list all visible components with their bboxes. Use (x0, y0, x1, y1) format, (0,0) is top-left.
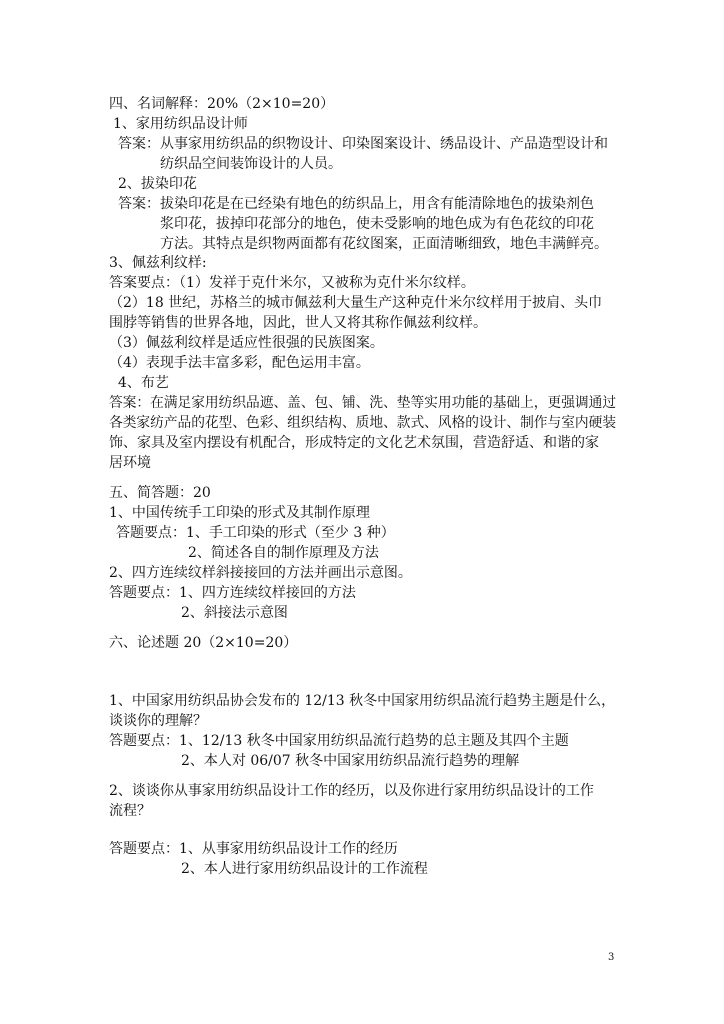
term-4-title: 4、布艺 (118, 375, 169, 391)
essay-1-point: 2、本人对 06/07 秋冬中国家用纺织品流行趋势的理解 (181, 753, 520, 769)
short-answer-1-point: 2、简述各自的制作原理及方法 (188, 545, 379, 561)
term-1-answer-line: 纺织品空间装饰设计的人员。 (160, 156, 342, 172)
section-6-heading: 六、论述题 20（2×10=20） (109, 635, 298, 651)
essay-2-title-line: 2、谈谈你从事家用纺织品设计工作的经历，以及你进行家用纺织品设计的工作 (109, 783, 594, 799)
short-answer-2-point: 答题要点：1、四方连续纹样接回的方法 (109, 585, 356, 601)
term-4-answer-line: 饰、家具及室内摆设有机配合，形成特定的文化艺术氛围，营造舒适、和谐的家 (109, 435, 599, 451)
term-3-answer-line: 围脖等销售的世界各地，因此，世人又将其称作佩兹利纹样。 (109, 315, 487, 331)
term-3-answer-line: （3）佩兹利纹样是适应性很强的民族图案。 (109, 335, 384, 351)
essay-1-point: 答题要点：1、12/13 秋冬中国家用纺织品流行趋势的总主题及其四个主题 (109, 733, 569, 749)
term-3-answer-line: （4）表现手法丰富多彩，配色运用丰富。 (109, 355, 370, 371)
essay-2-point: 答题要点：1、从事家用纺织品设计工作的经历 (109, 841, 398, 857)
page-number: 3 (608, 952, 615, 963)
term-1-answer-line: 答案：从事家用纺织品的织物设计、印染图案设计、绣品设计、产品造型设计和 (118, 136, 608, 152)
term-4-answer-line: 居环境 (109, 455, 151, 471)
term-3-answer-line: （2）18 世纪，苏格兰的城市佩兹利大量生产这种克什米尔纹样用于披肩、头巾 (109, 295, 603, 311)
short-answer-1-point: 答题要点：1、手工印染的形式（至少 3 种） (116, 525, 395, 541)
short-answer-2-point: 2、斜接法示意图 (181, 605, 288, 621)
essay-1-title-line: 1、中国家用纺织品协会发布的 12/13 秋冬中国家用纺织品流行趋势主题是什么， (109, 693, 616, 709)
short-answer-1-title: 1、中国传统手工印染的形式及其制作原理 (109, 505, 370, 521)
essay-1-title-line: 谈谈你的理解？ (109, 713, 207, 729)
term-2-title: 2、拔染印花 (118, 176, 197, 192)
term-2-answer-line: 答案：拔染印花是在已经染有地色的纺织品上，用含有能清除地色的拔染剂色 (118, 196, 594, 212)
term-2-answer-line: 方法。其特点是织物两面都有花纹图案，正面清晰细致，地色丰满鲜亮。 (160, 236, 608, 252)
short-answer-2-title: 2、四方连续纹样斜接接回的方法并画出示意图。 (109, 565, 412, 581)
term-3-answer-line: 答案要点：（1）发祥于克什米尔，又被称为克什米尔纹样。 (109, 275, 475, 291)
term-1-title: 1、家用纺织品设计师 (113, 116, 248, 132)
essay-2-title-line: 流程？ (109, 803, 151, 819)
term-4-answer-line: 各类家纺产品的花型、色彩、组织结构、质地、款式、风格的设计、制作与室内硬装 (109, 415, 617, 431)
section-4-heading: 四、名词解释：20%（2×10=20） (109, 96, 335, 112)
term-2-answer-line: 浆印花，拔掉印花部分的地色，使未受影响的地色成为有色花纹的印花 (160, 216, 594, 232)
section-5-heading: 五、简答题：20 (109, 485, 211, 501)
term-4-answer-line: 答案：在满足家用纺织品遮、盖、包、铺、洗、垫等实用功能的基础上，更强调通过 (109, 395, 617, 411)
term-3-title: 3、佩兹利纹样: (109, 255, 207, 271)
essay-2-point: 2、本人进行家用纺织品设计的工作流程 (181, 861, 428, 877)
